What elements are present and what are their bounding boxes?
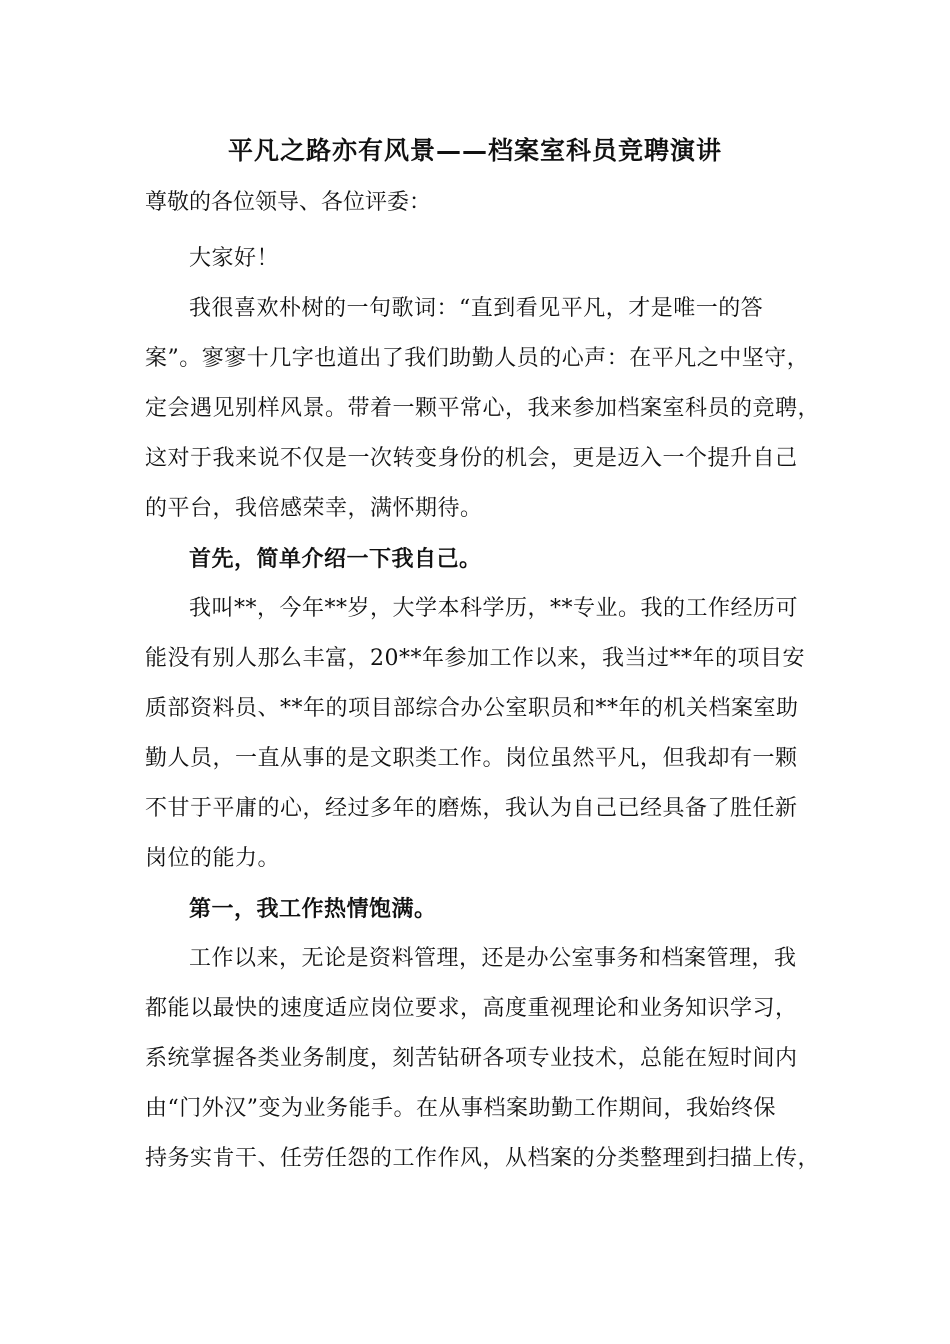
paragraph-intro [145,284,821,534]
section-heading [145,534,805,584]
text-line: 岗位的能力。 [145,846,281,871]
text-line: 案”。寥寥十几字也道出了我们助勤人员的心声：在平凡之中坚守， [145,346,810,371]
text-line: 我很喜欢朴树的一句歌词：“直到看见平凡，才是唯一的答 [189,296,764,321]
salutation: 尊敬的各位领导、各位评委： [145,190,432,215]
document-body [145,234,821,1184]
text-line: 能没有别人那么丰富，20**年参加工作以来，我当过**年的项目安 [145,646,805,671]
text-line: 勤人员，一直从事的是文职类工作。岗位虽然平凡，但我却有一颗 [145,746,798,771]
text-line: 定会遇见别样风景。带着一颗平常心，我来参加档案室科员的竞聘， [145,396,821,421]
text-line: 工作以来，无论是资料管理，还是办公室事务和档案管理，我 [189,946,797,971]
paragraph-work-passion [145,934,821,1184]
section-heading [145,884,805,934]
text-line: 不甘于平庸的心，经过多年的磨炼，我认为自己已经具备了胜任新 [145,796,798,821]
heading-text: 第一，我工作热情饱满。 [189,896,437,922]
text-line: 的平台，我倍感荣幸，满怀期待。 [145,496,483,521]
text-line: 持务实肯干、任劳任怨的工作作风，从档案的分类整理到扫描上传， [145,1146,821,1171]
text-line: 由“门外汉”变为业务能手。在从事档案助勤工作期间，我始终保 [145,1096,776,1121]
heading-text: 首先，简单介绍一下我自己。 [189,546,482,572]
text-line: 这对于我来说不仅是一次转变身份的机会，更是迈入一个提升自己 [145,446,798,471]
text-line: 质部资料员、**年的项目部综合办公室职员和**年的机关档案室助 [145,696,799,721]
text-line: 系统掌握各类业务制度，刻苦钻研各项专业技术，总能在短时间内 [145,1046,798,1071]
text-line: 都能以最快的速度适应岗位要求，高度重视理论和业务知识学习， [145,996,798,1021]
text-line: 我叫**，今年**岁，大学本科学历，**专业。我的工作经历可 [189,596,799,621]
page-title: 平凡之路亦有风景——档案室科员竞聘演讲 [227,136,722,165]
paragraph-self-intro [145,584,805,884]
text-line: 大家好！ [189,246,280,271]
paragraph-greeting [145,234,805,284]
